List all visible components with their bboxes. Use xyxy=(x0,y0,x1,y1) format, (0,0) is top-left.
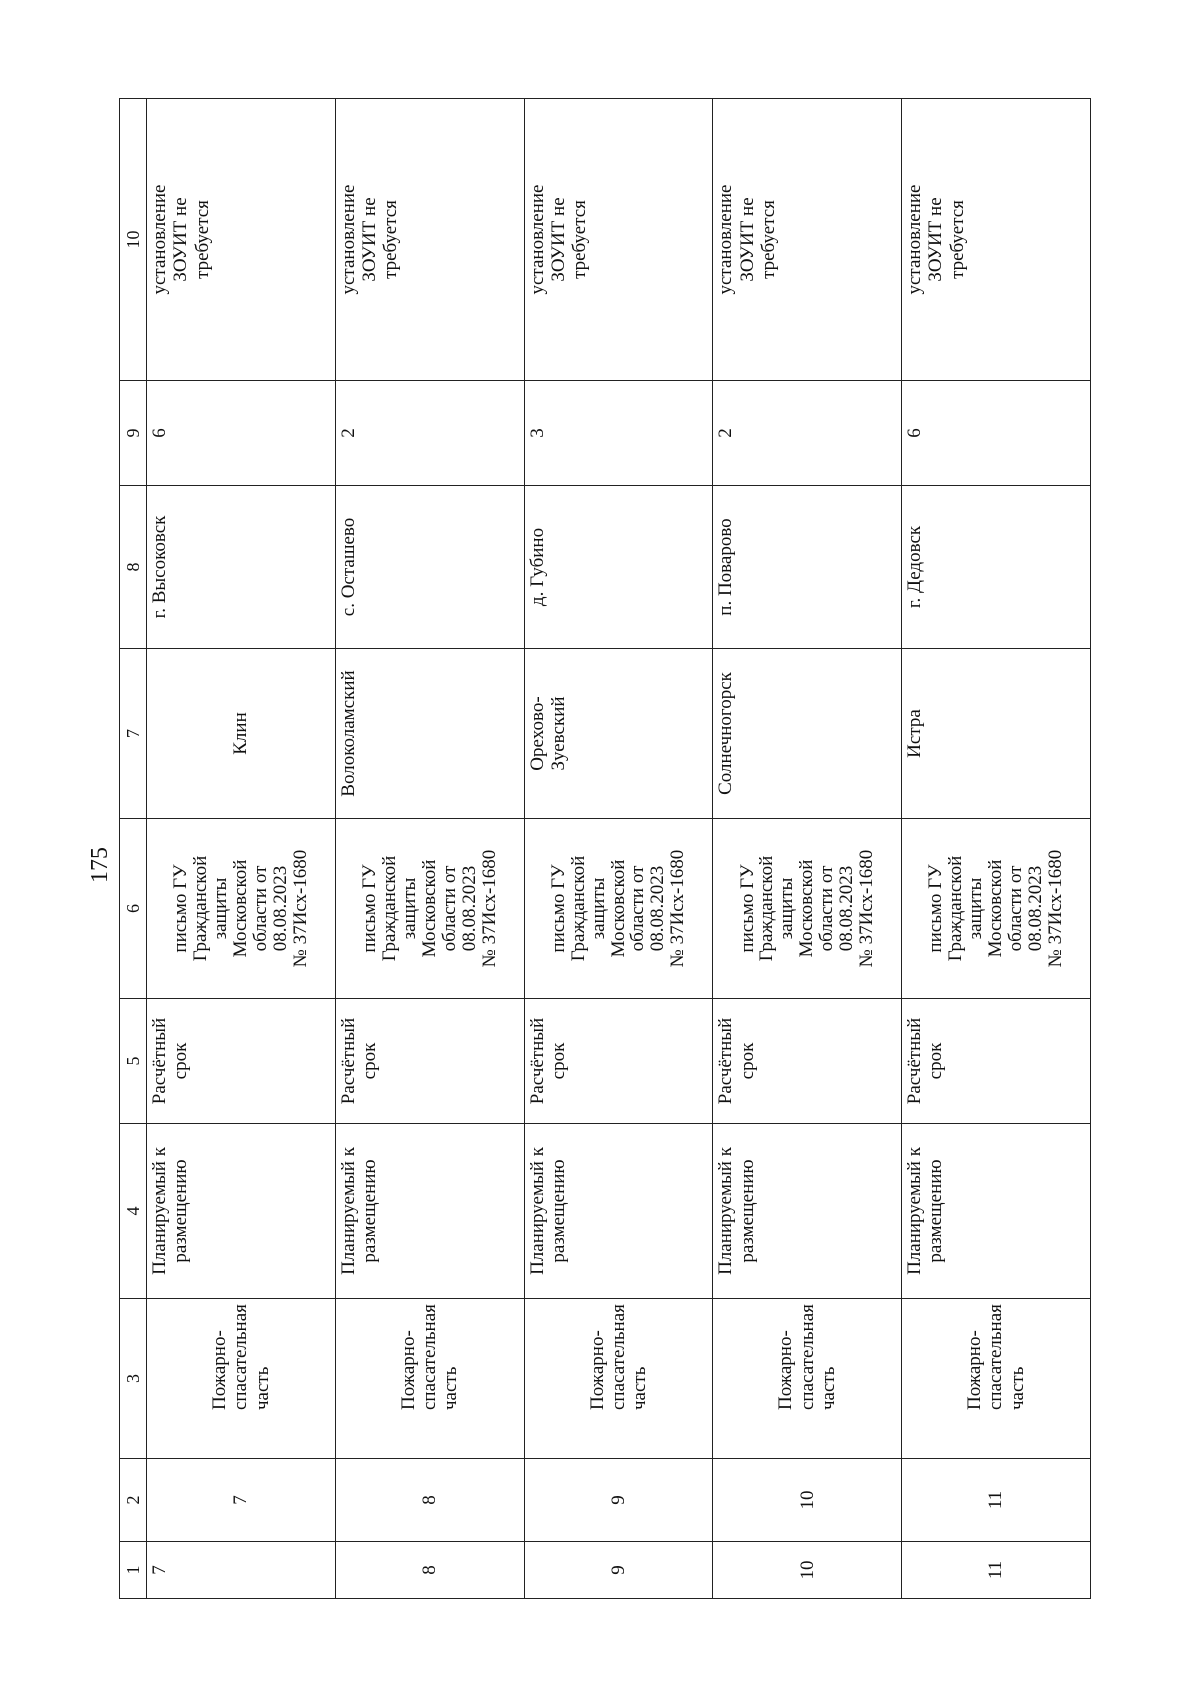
column-number-row xyxy=(120,99,147,1599)
row-index-cell: 9 xyxy=(524,1542,713,1599)
cell-line: 08.08.2023 xyxy=(836,865,858,952)
table-row xyxy=(147,99,336,1599)
number-cell: 7 xyxy=(147,1459,336,1542)
column-number: 4 xyxy=(120,1124,147,1299)
cell-line: № 37Исх-1680 xyxy=(667,849,689,968)
cell-line: Планируемый к xyxy=(337,1147,359,1275)
cell-line: часть xyxy=(440,1366,462,1410)
cell-line: размещению xyxy=(547,1159,569,1263)
column-number: 1 xyxy=(120,1542,147,1599)
status-cell xyxy=(713,1124,902,1299)
cell-line: установление xyxy=(715,184,737,295)
cell-line: требуется xyxy=(946,200,968,279)
cell-line: требуется xyxy=(757,200,779,279)
cell-line: Московской xyxy=(229,859,251,958)
cell-line: спасательная xyxy=(419,1304,441,1410)
settlement-cell: г. Дедовск xyxy=(902,486,1091,649)
row-index-cell: 8 xyxy=(335,1542,524,1599)
cell-line: письмо ГУ xyxy=(736,864,758,953)
column-number: 8 xyxy=(120,486,147,649)
cell-line: 08.08.2023 xyxy=(269,865,291,952)
term-cell xyxy=(713,999,902,1124)
cell-line: письмо ГУ xyxy=(547,864,569,953)
source-document-cell xyxy=(335,819,524,999)
cell-line: области от xyxy=(816,865,838,952)
cell-line: Гражданской xyxy=(945,855,967,962)
cell-line: размещению xyxy=(736,1159,758,1263)
column-number: 2 xyxy=(120,1459,147,1542)
district-cell: Солнечногорск xyxy=(713,649,902,819)
count-cell: 6 xyxy=(147,381,336,486)
number-cell: 10 xyxy=(713,1459,902,1542)
cell-line: размещению xyxy=(359,1159,381,1263)
term-cell xyxy=(902,999,1091,1124)
cell-line: установление xyxy=(526,184,548,295)
cell-line: письмо ГУ xyxy=(925,864,947,953)
count-cell: 6 xyxy=(902,381,1091,486)
cell-line: часть xyxy=(1006,1366,1028,1410)
source-document-cell xyxy=(524,819,713,999)
settlement-cell: г. Высоковск xyxy=(147,486,336,649)
cell-line: Расчётный xyxy=(337,1017,359,1105)
district-cell: Орехово- Зуевский xyxy=(524,649,713,819)
cell-line: часть xyxy=(629,1366,651,1410)
cell-line: срок xyxy=(359,1042,381,1080)
cell-line: области от xyxy=(249,865,271,952)
cell-line: ЗОУИТ не xyxy=(170,197,192,282)
row-index-cell: 10 xyxy=(713,1542,902,1599)
cell-line: защиты xyxy=(965,877,987,940)
cell-line: письмо ГУ xyxy=(170,864,192,953)
cell-line: Пожарно- xyxy=(964,1330,986,1410)
cell-line: Гражданской xyxy=(190,855,212,962)
term-cell xyxy=(335,999,524,1124)
cell-line: срок xyxy=(547,1042,569,1080)
cell-line: ЗОУИТ не xyxy=(359,197,381,282)
cell-line: часть xyxy=(251,1366,273,1410)
cell-line: Планируемый к xyxy=(715,1147,737,1275)
cell-line: Гражданской xyxy=(567,855,589,962)
status-cell xyxy=(335,1124,524,1299)
count-cell: 3 xyxy=(524,381,713,486)
settlement-cell: п. Поварово xyxy=(713,486,902,649)
object-name-cell xyxy=(335,1299,524,1459)
cell-line: Гражданской xyxy=(756,855,778,962)
column-number: 5 xyxy=(120,999,147,1124)
cell-line: спасательная xyxy=(230,1304,252,1410)
cell-line: Московской xyxy=(418,859,440,958)
cell-line: 08.08.2023 xyxy=(647,865,669,952)
page-number: 175 xyxy=(87,847,113,883)
cell-line: спасательная xyxy=(607,1304,629,1410)
cell-line: Расчётный xyxy=(715,1017,737,1105)
cell-line: области от xyxy=(1005,865,1027,952)
restriction-zone-cell xyxy=(147,99,336,381)
cell-line: защиты xyxy=(398,877,420,940)
settlement-cell: д. Губино xyxy=(524,486,713,649)
term-cell xyxy=(147,999,336,1124)
cell-line: 08.08.2023 xyxy=(458,865,480,952)
count-cell: 2 xyxy=(713,381,902,486)
source-document-cell xyxy=(713,819,902,999)
row-index-cell: 7 xyxy=(147,1542,336,1599)
object-name-cell xyxy=(902,1299,1091,1459)
cell-line: Московской xyxy=(985,859,1007,958)
number-cell: 11 xyxy=(902,1459,1091,1542)
cell-line: Гражданской xyxy=(378,855,400,962)
table-row xyxy=(335,99,524,1599)
cell-line: Планируемый к xyxy=(149,1147,170,1275)
rotated-table-container xyxy=(119,99,1091,1599)
cell-line: защиты xyxy=(587,877,609,940)
cell-line: № 37Исх-1680 xyxy=(1044,849,1066,968)
object-name-cell xyxy=(713,1299,902,1459)
restriction-zone-cell xyxy=(902,99,1091,381)
cell-line: требуется xyxy=(380,200,402,279)
cell-line: Пожарно- xyxy=(397,1330,419,1410)
table-body xyxy=(120,99,1091,1599)
restriction-zone-cell xyxy=(713,99,902,381)
row-index-cell: 11 xyxy=(902,1542,1091,1599)
column-number: 10 xyxy=(120,99,147,381)
cell-line: Планируемый к xyxy=(904,1147,926,1275)
cell-line: Расчётный xyxy=(526,1017,548,1105)
cell-line: размещению xyxy=(925,1159,947,1263)
restriction-zone-cell xyxy=(524,99,713,381)
cell-line: 08.08.2023 xyxy=(1025,865,1046,952)
table-row xyxy=(713,99,902,1599)
column-number: 3 xyxy=(120,1299,147,1459)
status-cell xyxy=(147,1124,336,1299)
cell-line: Расчётный xyxy=(904,1017,926,1105)
source-document-cell xyxy=(147,819,336,999)
column-number: 7 xyxy=(120,649,147,819)
cell-line: срок xyxy=(170,1042,192,1080)
cell-line: Пожарно- xyxy=(586,1330,608,1410)
cell-line: установление xyxy=(337,184,359,295)
district-cell: Истра xyxy=(902,649,1091,819)
cell-line: письмо ГУ xyxy=(358,864,380,953)
cell-line: Расчётный xyxy=(149,1017,170,1105)
count-cell: 2 xyxy=(335,381,524,486)
district-cell: Клин xyxy=(147,649,336,819)
cell-line: требуется xyxy=(569,200,591,279)
cell-line: защиты xyxy=(776,877,798,940)
column-number: 9 xyxy=(120,381,147,486)
cell-line: ЗОУИТ не xyxy=(925,197,947,282)
cell-line: срок xyxy=(925,1042,947,1080)
column-number: 6 xyxy=(120,819,147,999)
cell-line: размещению xyxy=(170,1159,192,1263)
table-row xyxy=(524,99,713,1599)
cell-line: Пожарно- xyxy=(775,1330,797,1410)
settlement-cell: с. Осташево xyxy=(335,486,524,649)
cell-line: Московской xyxy=(796,859,818,958)
term-cell xyxy=(524,999,713,1124)
restriction-zone-cell xyxy=(335,99,524,381)
cell-line: спасательная xyxy=(796,1304,818,1410)
cell-line: установление xyxy=(149,184,170,295)
cell-line: установление xyxy=(904,184,926,295)
status-cell xyxy=(902,1124,1091,1299)
cell-line: Московской xyxy=(607,859,629,958)
cell-line: требуется xyxy=(191,200,213,279)
cell-line: Пожарно- xyxy=(209,1330,230,1410)
cell-line: ЗОУИТ не xyxy=(547,197,569,282)
number-cell: 8 xyxy=(335,1459,524,1542)
cell-line: № 37Исх-1680 xyxy=(289,849,311,968)
status-cell xyxy=(524,1124,713,1299)
cell-line: ЗОУИТ не xyxy=(736,197,758,282)
cell-line: спасательная xyxy=(985,1304,1007,1410)
cell-line: области от xyxy=(438,865,460,952)
district-cell: Волоколамский xyxy=(335,649,524,819)
object-name-cell xyxy=(524,1299,713,1459)
cell-line: Планируемый к xyxy=(526,1147,548,1275)
cell-line: часть xyxy=(817,1366,839,1410)
table-row xyxy=(902,99,1091,1599)
cell-line: срок xyxy=(736,1042,758,1080)
cell-line: защиты xyxy=(209,877,231,940)
object-name-cell xyxy=(147,1299,336,1459)
number-cell: 9 xyxy=(524,1459,713,1542)
facilities-table xyxy=(119,98,1091,1599)
source-document-cell xyxy=(902,819,1091,999)
cell-line: № 37Исх-1680 xyxy=(856,849,878,968)
cell-line: области от xyxy=(627,865,649,952)
cell-line: № 37Исх-1680 xyxy=(478,849,500,968)
